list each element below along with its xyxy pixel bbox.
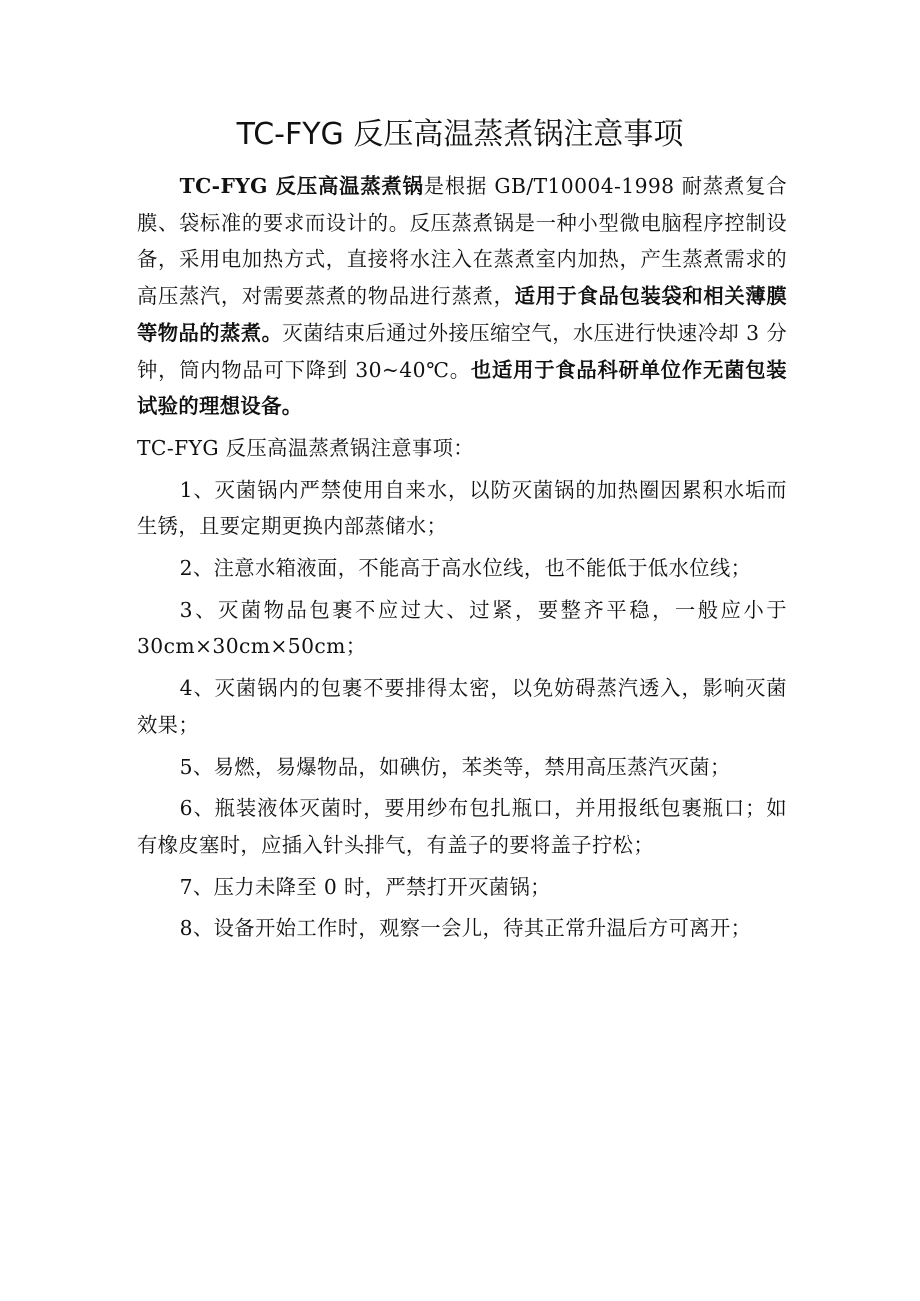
document-body bbox=[137, 168, 787, 947]
note-item: 4、灭菌锅内的包裹不要排得太密，以免妨碍蒸汽透入，影响灭菌效果； bbox=[137, 676, 787, 737]
note-item: 1、灭菌锅内严禁使用自来水，以防灭菌锅的加热圈因累积水垢而生锈，且要定期更换内部蒸储水； bbox=[137, 477, 787, 539]
note-item: 5、易燃，易爆物品，如碘仿，苯类等，禁用高压蒸汽灭菌； bbox=[179, 754, 731, 779]
intro-bold-2: 也适用于食品科研单位作无菌包装试验的理想设备。 bbox=[137, 357, 787, 419]
note-item: 2、注意水箱液面，不能高于高水位线，也不能低于低水位线； bbox=[179, 556, 752, 581]
note-item: 7、压力未降至 0 时，严禁打开灭菌锅； bbox=[179, 874, 551, 899]
intro-bold-1: 适用于食品包装袋和相关薄膜等物品的蒸煮。 bbox=[137, 284, 788, 345]
note-item: 8、设备开始工作时，观察一会儿，待其正常升温后方可离开； bbox=[179, 916, 752, 941]
note-item: 3、灭菌物品包裹不应过大、过紧，要整齐平稳，一般应小于 30cm×30cm×50cm； bbox=[137, 597, 787, 659]
product-name: TC-FYG 反压高温蒸煮锅 bbox=[179, 174, 424, 198]
intro-paragraph bbox=[137, 168, 787, 425]
note-item: 6、瓶装液体灭菌时，要用纱布包扎瓶口，并用报纸包裹瓶口；如有橡皮塞时，应插入针头排气，有盖子的要将盖子拧松； bbox=[137, 796, 787, 857]
intro-text-1: 是根据 GB/T10004-1998 耐蒸煮复合膜、袋标准的要求而设计的。反压蒸煮锅是一种小型微电脑程序控制设备，采用电加热方式，直接将水注入在蒸煮室内加热，产生蒸煮需求的高压蒸汽，对需要蒸煮的物品进行蒸煮， bbox=[137, 174, 787, 309]
notes-heading: TC-FYG 反压高温蒸煮锅注意事项： bbox=[137, 435, 474, 460]
document-title: TC-FYG 反压高温蒸煮锅注意事项 bbox=[236, 117, 684, 152]
intro-text-2: 灭菌结束后通过外接压缩空气，水压进行快速冷却 3 分钟，筒内物品可下降到 30~40℃。 bbox=[137, 320, 787, 382]
